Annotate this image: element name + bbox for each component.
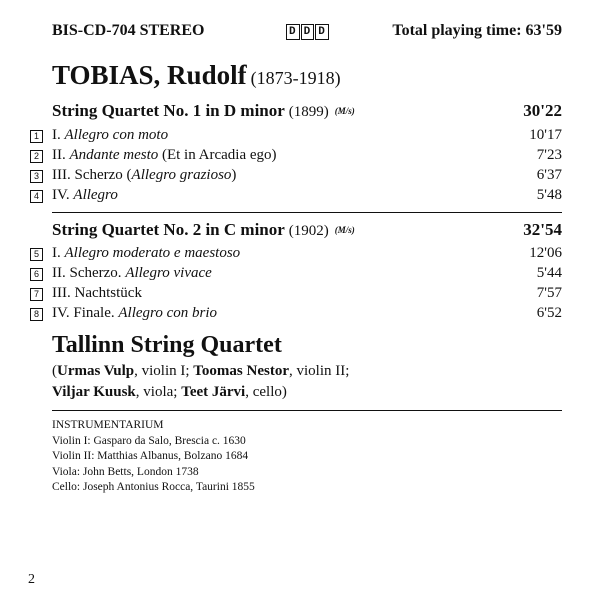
track-number: 3 (30, 170, 43, 183)
track-row (30, 285, 562, 305)
ddd-letter: D (315, 24, 329, 40)
work-heading (52, 220, 562, 242)
track-title: I. Allegro moderato e maestoso (52, 245, 241, 261)
track-number: 1 (30, 130, 43, 143)
work-title-line (52, 101, 355, 121)
instrumentarium (52, 418, 255, 496)
track-row (30, 245, 562, 265)
composer-dates: (1873-1918) (250, 68, 341, 88)
total-playing-time: Total playing time: 63'59 (392, 22, 562, 39)
work-heading (52, 101, 562, 123)
track-row (30, 127, 562, 147)
track-duration: 6'52 (536, 305, 562, 321)
instrument-line: Cello: Joseph Antonius Rocca, Taurini 1855 (52, 481, 255, 493)
track-title: III. Nachtstück (52, 285, 142, 301)
track-title: I. Allegro con moto (52, 127, 169, 143)
track-number: 7 (30, 288, 43, 301)
manuscript-mark: (M/s) (334, 106, 355, 116)
work-year: (1902) (288, 223, 329, 239)
ensemble-name: Tallinn String Quartet (52, 332, 282, 358)
track-title: IV. Allegro (52, 187, 118, 203)
work-title: String Quartet No. 2 in C minor (52, 220, 285, 239)
track-row (30, 167, 562, 187)
instrument-line: Viola: John Betts, London 1738 (52, 465, 199, 478)
track-duration: 10'17 (529, 127, 562, 143)
manuscript-mark: (M/s) (334, 225, 355, 235)
track-number: 6 (30, 268, 43, 281)
ddd-letter: D (286, 24, 300, 40)
track-number: 5 (30, 248, 43, 261)
track-title: II. Scherzo. Allegro vivace (52, 265, 212, 281)
work-duration: 30'22 (523, 101, 562, 120)
track-row (30, 187, 562, 207)
work-title: String Quartet No. 1 in D minor (52, 101, 285, 120)
track-number: 2 (30, 150, 43, 163)
track-row (30, 265, 562, 285)
track-row (30, 305, 562, 325)
composer-name: TOBIAS, Rudolf (52, 60, 247, 90)
performers-line-1: (Urmas Vulp, violin I; Toomas Nestor, violin II; (52, 363, 350, 379)
track-duration: 12'06 (529, 245, 562, 261)
track-title: III. Scherzo (Allegro grazioso) (52, 167, 237, 183)
track-duration: 7'57 (536, 285, 562, 301)
track-duration: 5'44 (536, 265, 562, 281)
divider (52, 410, 562, 411)
work-year: (1899) (288, 104, 329, 120)
track-duration: 7'23 (536, 147, 562, 163)
track-number: 4 (30, 190, 43, 203)
instrument-line: Violin I: Gasparo da Salo, Brescia c. 1630 (52, 434, 246, 447)
track-row (30, 147, 562, 167)
track-duration: 6'37 (536, 167, 562, 183)
performers-line-2: Viljar Kuusk, viola; Teet Järvi, cello) (52, 384, 287, 400)
instrument-line: Violin II: Matthias Albanus, Bolzano 1684 (52, 450, 249, 462)
work-duration: 32'54 (523, 220, 562, 239)
catalog-number: BIS-CD-704 STEREO (52, 22, 205, 39)
divider (52, 212, 562, 213)
page-number: 2 (28, 572, 35, 587)
ddd-letter: D (301, 24, 315, 40)
work-title-line (52, 220, 355, 240)
composer-heading (52, 60, 341, 91)
track-number: 8 (30, 308, 43, 321)
track-duration: 5'48 (536, 187, 562, 203)
track-title: II. Andante mesto (Et in Arcadia ego) (52, 147, 277, 163)
instrumentarium-heading: INSTRUMENTARIUM (52, 419, 164, 431)
ddd-badge (286, 24, 329, 40)
track-title: IV. Finale. Allegro con brio (52, 305, 217, 321)
